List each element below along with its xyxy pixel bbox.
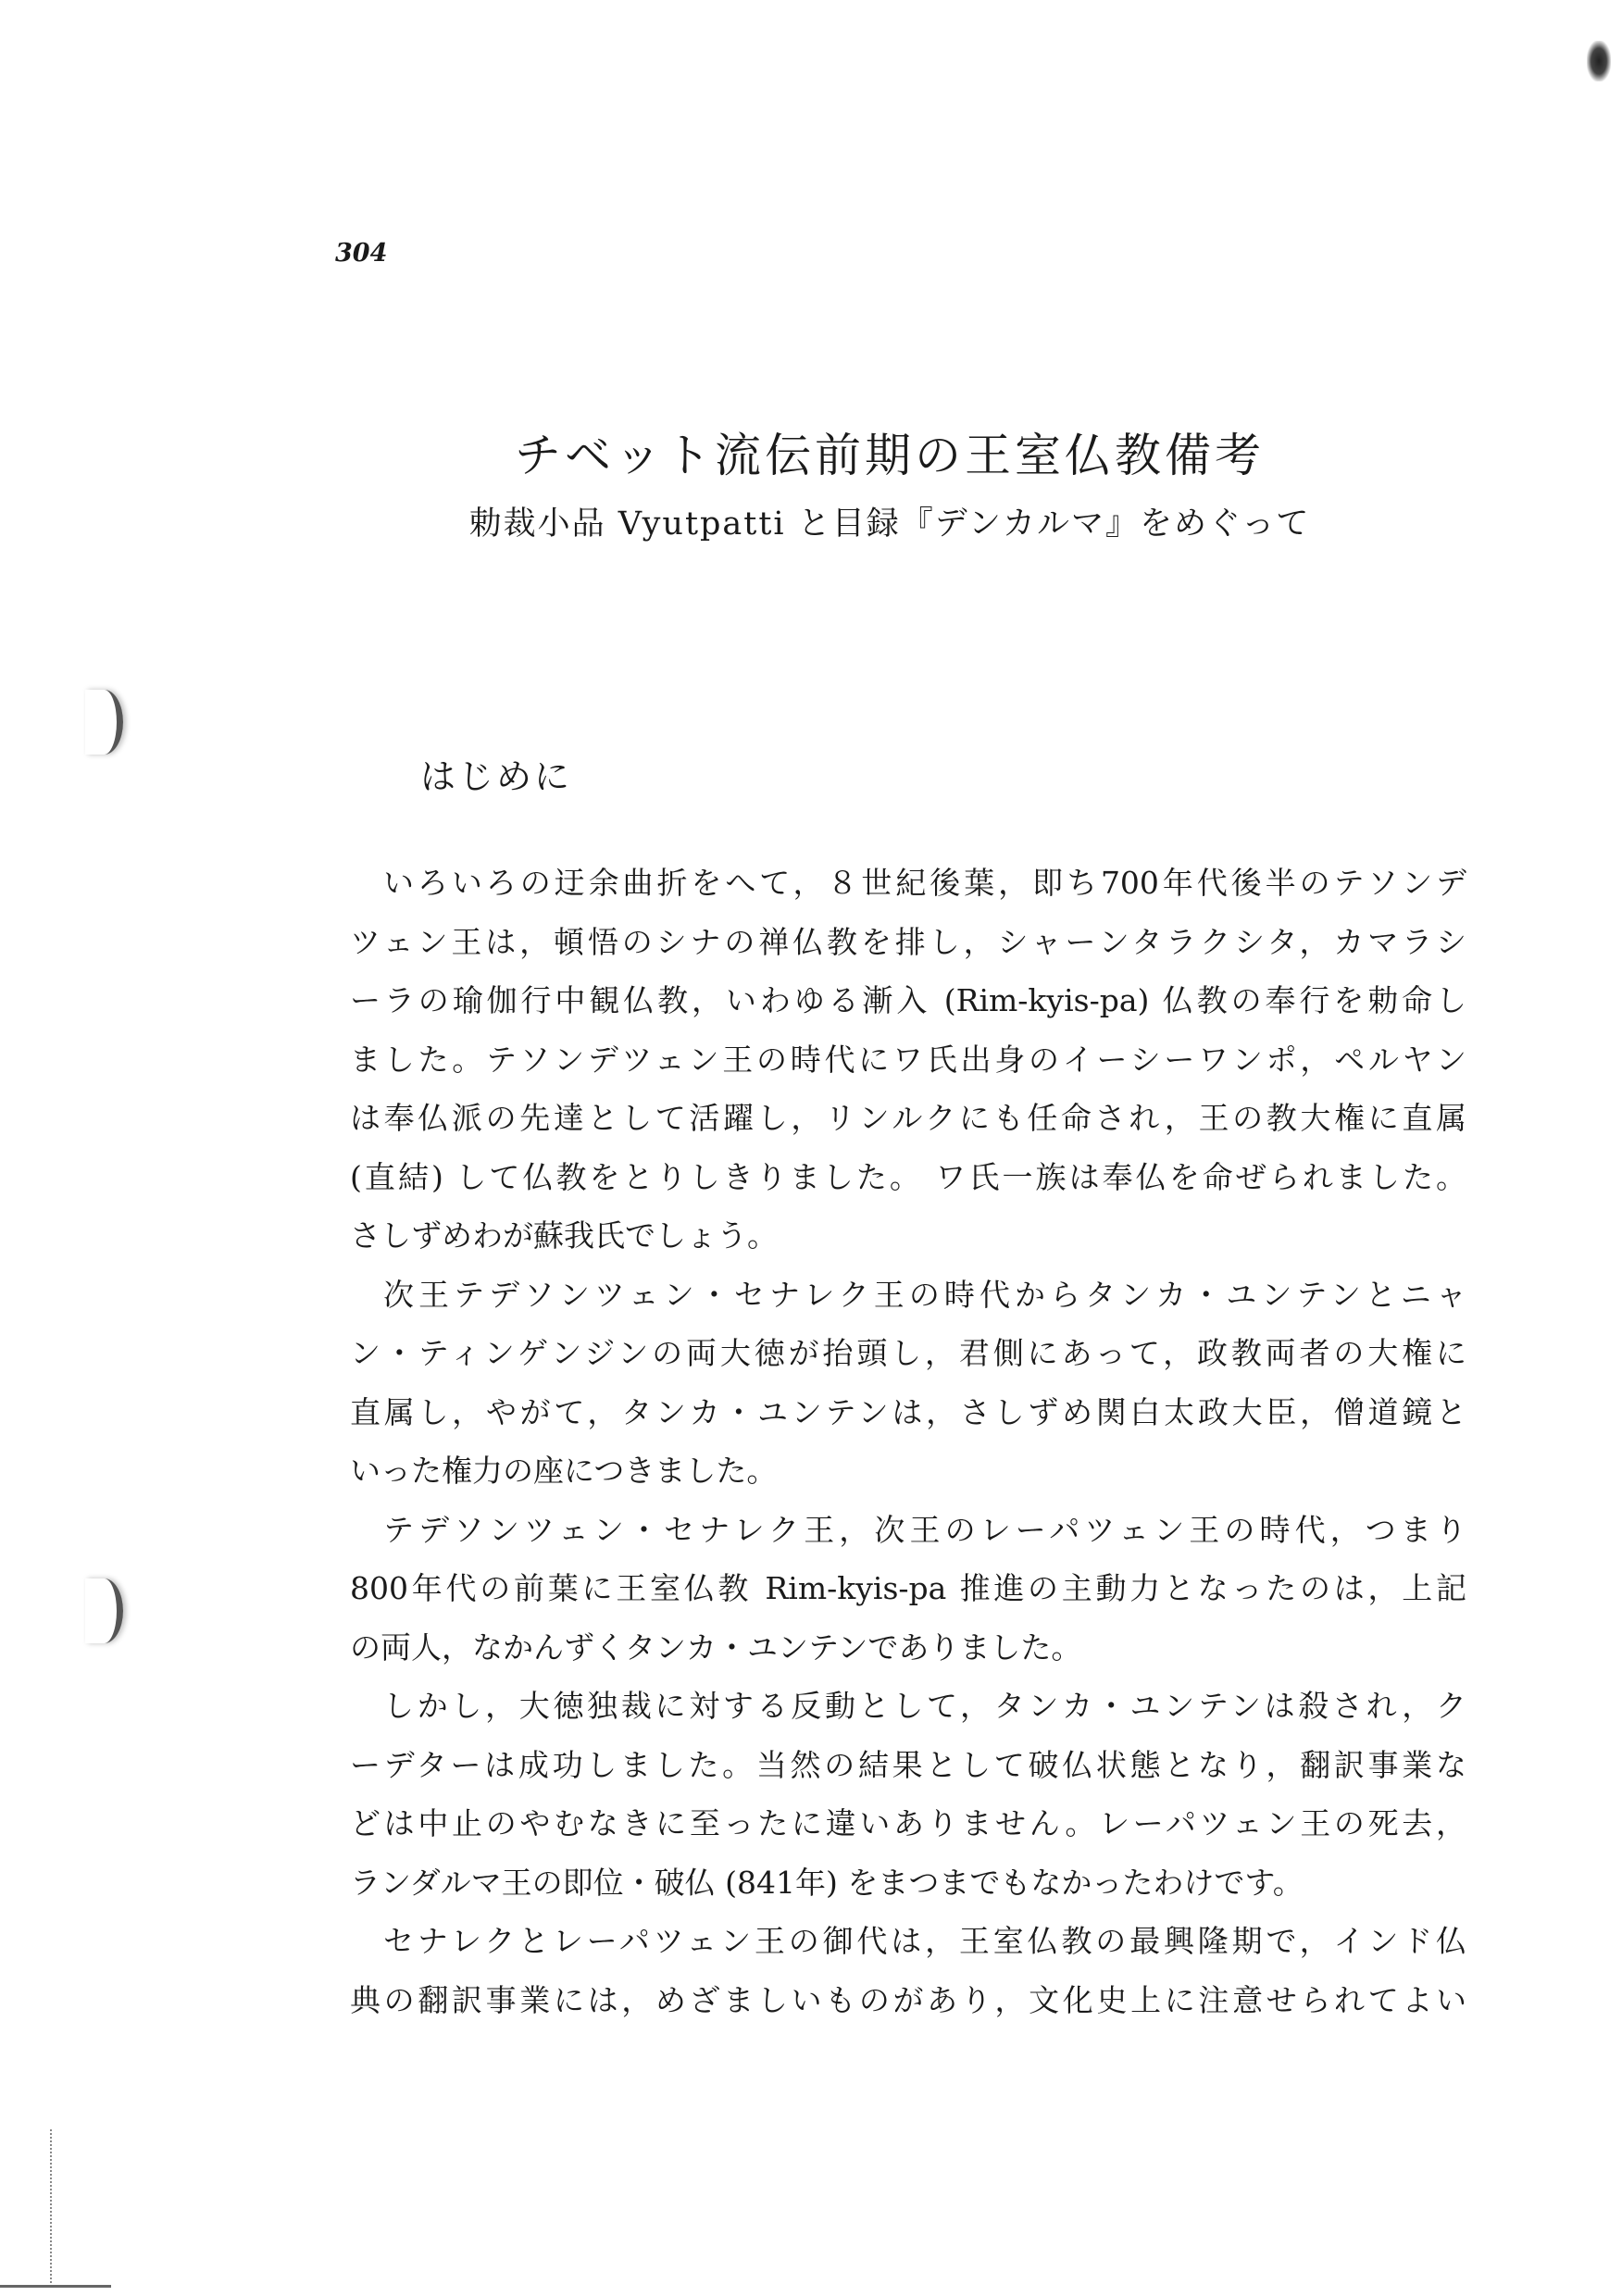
- text-line: (直結) して仏教をとりしきりました。 ワ氏一族は奉仏を命ぜられました。: [350, 1158, 1466, 1195]
- text-line: ランダルマ王の即位・破仏 (841年) をまつまでもなかったわけです。: [350, 1864, 1304, 1901]
- article-subtitle: 勅裁小品 Vyutpatti と目録『デンカルマ』をめぐって: [468, 505, 1311, 543]
- text-line: いろいろの迂余曲折をへて，８世紀後葉，即ち700年代後半のテソンデ: [383, 865, 1466, 901]
- text-line: しかし，大徳独裁に対する反動として，タンカ・ユンテンは殺され，ク: [383, 1688, 1466, 1724]
- paragraph: [350, 854, 1466, 1266]
- text-line: ン・ティンゲンジンの両大徳が抬頭し，君側にあって，政教両者の大権に: [350, 1335, 1466, 1371]
- text-line: テデソンツェン・セナレク王，次王のレーパツェン王の時代，つまり: [383, 1511, 1466, 1548]
- text-line: どは中止のやむなきに至ったに違いありません。レーパツェン王の死去，: [350, 1805, 1466, 1841]
- text-line: 次王テデソンツェン・セナレク王の時代からタンカ・ユンテンとニャ: [383, 1276, 1466, 1313]
- binding-hole-mark: [85, 690, 123, 755]
- section-heading: はじめに: [420, 756, 573, 797]
- paragraph: [350, 1266, 1466, 1501]
- text-line: いった権力の座につきました。: [350, 1453, 778, 1489]
- text-line: は奉仏派の先達として活躍し，リンルクにも任命され，王の教大権に直属: [350, 1100, 1466, 1136]
- text-line: ーラの瑜伽行中観仏教，いわゆる漸入 (Rim-kyis-pa) 仏教の奉行を勅命し: [350, 982, 1466, 1018]
- scan-edge-dots: [50, 2129, 59, 2287]
- text-line: ました。テソンデツェン王の時代にワ氏出身のイーシーワンポ，ペルヤン: [350, 1041, 1466, 1078]
- paragraph: [350, 1677, 1466, 1912]
- page-number: 304: [335, 239, 388, 268]
- text-line: ツェン王は，頓悟のシナの禅仏教を排し，シャーンタラクシタ，カマラシ: [350, 923, 1466, 960]
- text-line: 典の翻訳事業には，めざましいものがあり，文化史上に注意せられてよい: [350, 1981, 1466, 2018]
- text-line: の両人，なかんずくタンカ・ユンテンでありました。: [350, 1628, 1082, 1666]
- text-line: ーデターは成功しました。当然の結果として破仏状態となり，翻訳事業な: [350, 1746, 1466, 1783]
- paragraph: [350, 1501, 1466, 1678]
- text-line: さしずめわが蘇我氏でしょう。: [350, 1217, 778, 1254]
- text-line: セナレクとレーパツェン王の御代は，王室仏教の最興隆期で，インド仏: [383, 1923, 1466, 1959]
- binding-hole-mark: [85, 1578, 123, 1643]
- body-text: [350, 854, 1466, 2029]
- article-title: チベット流伝前期の王室仏教備考: [515, 429, 1265, 482]
- text-line: 800年代の前葉に王室仏教 Rim-kyis-pa 推進の主動力となったのは，上記: [350, 1570, 1466, 1606]
- paragraph: [350, 1912, 1466, 2029]
- scan-smudge: [1587, 41, 1611, 81]
- scan-edge-line: [0, 2285, 111, 2288]
- text-line: 直属し，やがて，タンカ・ユンテンは，さしずめ関白太政大臣，僧道鏡と: [350, 1393, 1466, 1430]
